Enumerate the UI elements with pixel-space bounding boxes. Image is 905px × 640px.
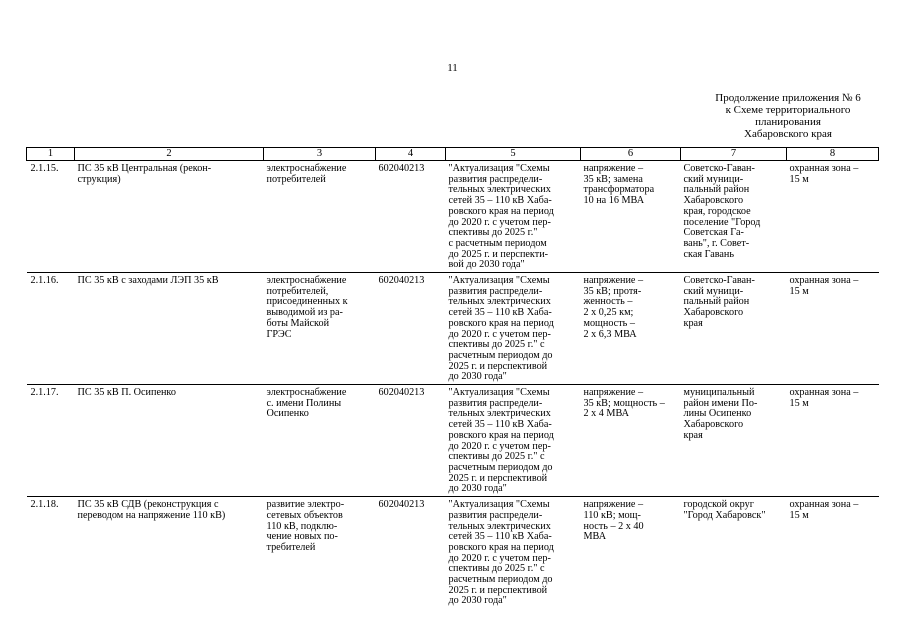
cell-line: вой до 2030 года" xyxy=(448,259,525,271)
objects-table xyxy=(26,147,879,617)
table-cell-c3 xyxy=(264,161,376,273)
cell-line: 15 м xyxy=(789,285,809,297)
cell-line: мощность – xyxy=(583,317,635,329)
cell-line: Хабаровского xyxy=(683,419,744,431)
cell-line: ский муници- xyxy=(683,285,744,297)
table-cell-c4: 602040213 xyxy=(376,273,446,385)
column-header: 1 xyxy=(27,148,75,161)
cell-line: расчетным периодом до xyxy=(448,574,553,586)
cell-line: развитие электро- xyxy=(266,499,345,511)
cell-line: "Город Хабаровск" xyxy=(683,509,766,521)
cell-line: спективы до 2025 г." xyxy=(448,227,538,239)
table-cell-c7 xyxy=(681,273,787,385)
cell-line: до 2030 года" xyxy=(448,371,507,383)
table-cell-c2 xyxy=(75,273,264,385)
cell-line: сетей 35 – 110 кВ Хаба- xyxy=(448,531,552,543)
cell-line: ПС 35 кВ П. Осипенко xyxy=(77,387,176,399)
column-header: 4 xyxy=(376,148,446,161)
cell-line: 2 х 4 МВА xyxy=(583,408,629,420)
cell-line: боты Майской xyxy=(266,317,330,329)
appendix-line: планирования xyxy=(755,116,821,128)
cell-line: ровского края на период xyxy=(448,205,554,217)
cell-line: потребителей, xyxy=(266,285,329,297)
cell-line: "Актуализация "Схемы xyxy=(448,499,550,511)
cell-line: спективы до 2025 г." с xyxy=(448,339,545,351)
cell-line: напряжение – xyxy=(583,163,644,174)
cell-line: район имени По- xyxy=(683,397,758,409)
cell-line: тельных электрических xyxy=(448,296,551,308)
cell-line: края, городское xyxy=(683,205,751,217)
table-cell-c4: 602040213 xyxy=(378,163,425,174)
cell-line: женность – xyxy=(583,296,633,308)
cell-line: ПС 35 кВ СДВ (реконструкция с xyxy=(77,499,219,511)
cell-line: ский муници- xyxy=(683,173,744,185)
table-cell-c8 xyxy=(787,497,879,617)
cell-line: чение новых по- xyxy=(266,531,338,543)
cell-line: Хабаровского xyxy=(683,195,744,207)
cell-line: спективы до 2025 г." с xyxy=(448,451,545,463)
cell-line: до 2020 г. с учетом пер- xyxy=(448,328,551,340)
appendix-line: Хабаровского края xyxy=(744,128,832,140)
cell-line: переводом на напряжение 110 кВ) xyxy=(77,509,226,521)
cell-line: муниципальный xyxy=(683,387,755,399)
table-header-row xyxy=(27,148,879,161)
table-cell-c5 xyxy=(446,273,581,385)
cell-line: охранная зона – xyxy=(789,499,859,511)
cell-line: охранная зона – xyxy=(789,387,859,399)
cell-line: лины Осипенко xyxy=(683,408,752,420)
cell-line: до 2020 г. с учетом пер- xyxy=(448,216,551,228)
cell-line: до 2025 г. и перспекти- xyxy=(448,248,549,260)
cell-line: МВА xyxy=(583,531,607,543)
cell-line: ПС 35 кВ Центральная (рекон- xyxy=(77,163,212,174)
cell-line: 10 на 16 МВА xyxy=(583,195,645,207)
table-cell-c8 xyxy=(787,161,879,273)
table-row xyxy=(27,273,879,385)
table-cell-c1: 2.1.16. xyxy=(27,273,75,385)
cell-line: развития распредели- xyxy=(448,173,543,185)
cell-line: тельных электрических xyxy=(448,520,551,532)
appendix-line: к Схеме территориального xyxy=(725,104,851,116)
cell-line: 35 кВ; протя- xyxy=(583,285,642,297)
cell-line: с расчетным периодом xyxy=(448,237,547,249)
cell-line: до 2030 года" xyxy=(448,483,507,495)
cell-line: пальный район xyxy=(683,184,750,196)
cell-line: сетей 35 – 110 кВ Хаба- xyxy=(448,419,552,431)
cell-line: с. имени Полины xyxy=(266,397,342,409)
cell-line: 110 кВ, подклю- xyxy=(266,520,338,532)
cell-line: 2 х 0,25 км; xyxy=(583,307,634,319)
cell-line: "Актуализация "Схемы xyxy=(448,275,550,287)
cell-line: электроснабжение xyxy=(266,275,347,287)
cell-line: трансформатора xyxy=(583,184,655,196)
cell-line: до 2020 г. с учетом пер- xyxy=(448,552,551,564)
cell-line: "Актуализация "Схемы xyxy=(448,387,550,399)
cell-line: напряжение – xyxy=(583,275,644,287)
cell-line: Советская Га- xyxy=(683,227,744,239)
cell-line: Советско-Гаван- xyxy=(683,163,755,174)
cell-line: струкция) xyxy=(77,173,121,185)
cell-line: 15 м xyxy=(789,397,809,409)
table-row xyxy=(27,497,879,617)
cell-line: сетей 35 – 110 кВ Хаба- xyxy=(448,195,552,207)
cell-line: ровского края на период xyxy=(448,541,554,553)
cell-line: 15 м xyxy=(789,173,809,185)
table-cell-c3 xyxy=(264,385,376,497)
column-header: 6 xyxy=(581,148,681,161)
table-cell-c8 xyxy=(787,273,879,385)
cell-line: 110 кВ; мощ- xyxy=(583,509,641,521)
cell-line: до 2030 года" xyxy=(448,595,507,607)
cell-line: охранная зона – xyxy=(789,163,859,174)
cell-line: электроснабжение xyxy=(266,387,347,399)
cell-line: 2025 г. и перспективой xyxy=(448,472,548,484)
cell-line: сетей 35 – 110 кВ Хаба- xyxy=(448,307,552,319)
cell-line: Советско-Гаван- xyxy=(683,275,755,287)
cell-line: расчетным периодом до xyxy=(448,461,553,473)
cell-line: развития распредели- xyxy=(448,509,543,521)
page-number: 11 xyxy=(447,62,458,74)
cell-line: напряжение – xyxy=(583,387,644,399)
cell-line: 35 кВ; мощность – xyxy=(583,397,665,409)
cell-line: Хабаровского xyxy=(683,307,744,319)
cell-line: 15 м xyxy=(789,509,809,521)
cell-line: потребителей xyxy=(266,173,326,185)
cell-line: охранная зона – xyxy=(789,275,859,287)
column-header: 2 xyxy=(75,148,264,161)
column-header: 3 xyxy=(264,148,376,161)
cell-line: "Актуализация "Схемы xyxy=(448,163,550,174)
cell-line: 2025 г. и перспективой xyxy=(448,584,548,596)
table-cell-c4: 602040213 xyxy=(376,497,446,617)
cell-line: ровского края на период xyxy=(448,429,554,441)
cell-line: напряжение – xyxy=(583,499,644,511)
cell-line: тельных электрических xyxy=(448,184,551,196)
cell-line: электроснабжение xyxy=(266,163,347,174)
cell-line: ность – 2 х 40 xyxy=(583,520,644,532)
table-cell-c1: 2.1.15. xyxy=(30,163,59,174)
cell-line: развития распредели- xyxy=(448,397,543,409)
table-cell-c5 xyxy=(446,385,581,497)
table-body xyxy=(27,161,879,617)
cell-line: 2 х 6,3 МВА xyxy=(583,328,637,340)
table-cell-c3 xyxy=(264,497,376,617)
cell-line: края xyxy=(683,317,703,329)
cell-line: Осипенко xyxy=(266,408,309,420)
table-cell-c5 xyxy=(446,161,581,273)
table-cell-c7 xyxy=(681,497,787,617)
appendix-header xyxy=(688,92,888,140)
table-cell-c6 xyxy=(581,273,681,385)
table-cell-c7 xyxy=(681,161,787,273)
table-cell-c3 xyxy=(264,273,376,385)
appendix-line: Продолжение приложения № 6 xyxy=(715,92,861,104)
table-cell-c6 xyxy=(581,497,681,617)
cell-line: вань", г. Совет- xyxy=(683,237,750,249)
cell-line: ская Гавань xyxy=(683,248,735,260)
table-cell-c2 xyxy=(75,385,264,497)
cell-line: пальный район xyxy=(683,296,750,308)
cell-line: выводимой из ра- xyxy=(266,307,343,319)
cell-line: ГРЭС xyxy=(266,328,292,340)
table-cell-c1: 2.1.18. xyxy=(27,497,75,617)
cell-line: ровского края на период xyxy=(448,317,554,329)
cell-line: до 2020 г. с учетом пер- xyxy=(448,440,551,452)
cell-line: расчетным периодом до xyxy=(448,349,553,361)
cell-line: тельных электрических xyxy=(448,408,551,420)
cell-line: развития распредели- xyxy=(448,285,543,297)
table-cell-c2 xyxy=(75,161,264,273)
table-cell-c4: 602040213 xyxy=(376,385,446,497)
table-cell-c2 xyxy=(75,497,264,617)
cell-line: 35 кВ; замена xyxy=(583,173,643,185)
cell-line: сетевых объектов xyxy=(266,509,343,521)
column-header: 7 xyxy=(681,148,787,161)
table-cell-c6 xyxy=(581,161,681,273)
cell-line: ПС 35 кВ с заходами ЛЭП 35 кВ xyxy=(77,275,219,287)
cell-line: спективы до 2025 г." с xyxy=(448,563,545,575)
column-header: 5 xyxy=(446,148,581,161)
cell-line: городской округ xyxy=(683,499,754,511)
table-row xyxy=(27,161,879,273)
table-cell-c5 xyxy=(446,497,581,617)
table-cell-c8 xyxy=(787,385,879,497)
column-header: 8 xyxy=(787,148,879,161)
cell-line: поселение "Город xyxy=(683,216,761,228)
table-cell-c6 xyxy=(581,385,681,497)
cell-line: требителей xyxy=(266,541,316,553)
table-row xyxy=(27,385,879,497)
cell-line: присоединенных к xyxy=(266,296,348,308)
table-cell-c1: 2.1.17. xyxy=(27,385,75,497)
table-cell-c7 xyxy=(681,385,787,497)
cell-line: края xyxy=(683,429,703,441)
cell-line: 2025 г. и перспективой xyxy=(448,360,548,372)
